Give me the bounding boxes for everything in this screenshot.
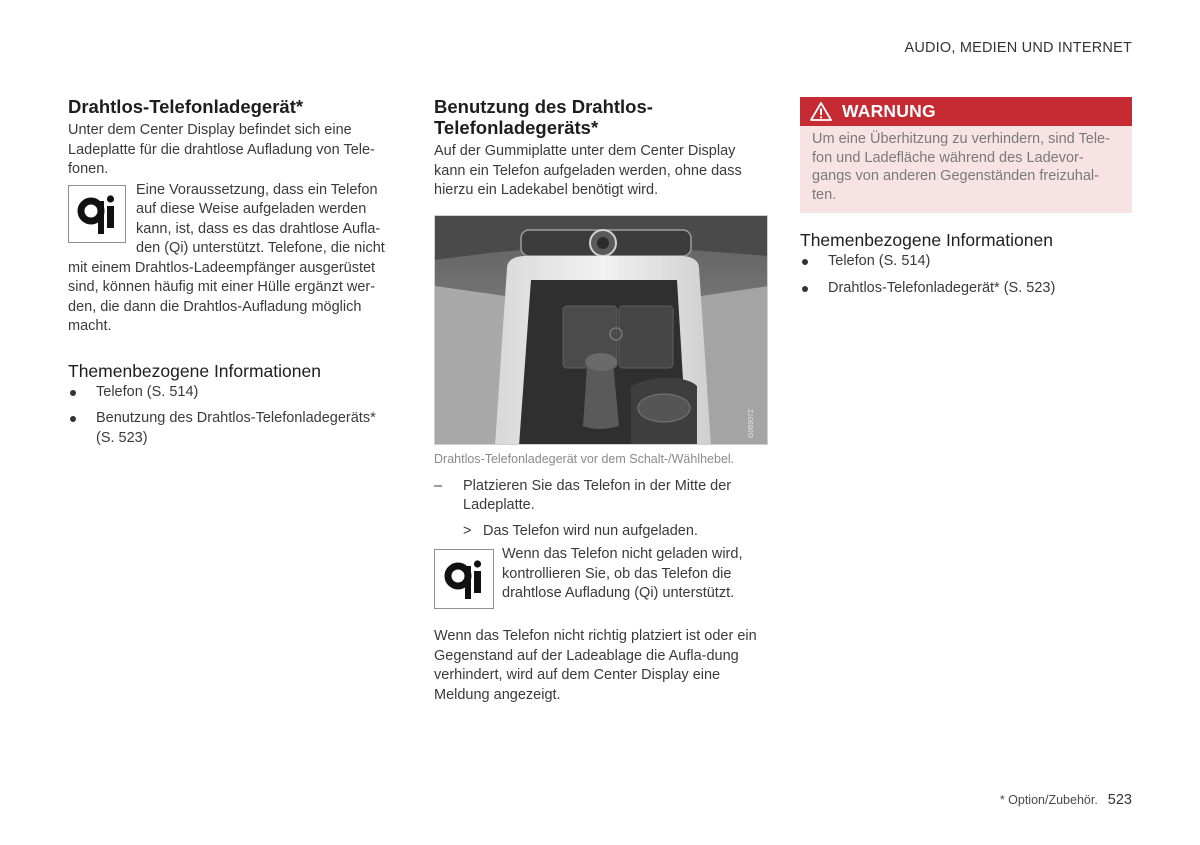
related-link[interactable]: Telefon (S. 514) xyxy=(68,383,398,403)
bullet xyxy=(68,383,96,403)
related-link[interactable]: Drahtlos-Telefonladegerät* (S. 523) xyxy=(800,279,1132,299)
qi-note xyxy=(434,545,769,609)
warning-title: WARNUNG xyxy=(842,101,936,121)
column-usage xyxy=(434,96,769,705)
photo-caption: Drahtlos-Telefonladegerät vor dem Schalt-/Wählhebel. xyxy=(434,451,735,466)
footer xyxy=(1000,792,1132,808)
related-link[interactable]: Telefon (S. 514) xyxy=(800,252,1132,272)
step-marker: – xyxy=(434,477,443,494)
bullet xyxy=(800,252,828,272)
qi-note-continued: mit einem Drahtlos-Ladeempfänger ausgerüstet sind, können häufig mit einer Hülle ergänzt wer-den, die dann die Drahtlos-Aufladung möglich macht. xyxy=(68,259,376,334)
qi-wireless-charging-icon xyxy=(77,192,117,236)
warning-text: Um eine Überhitzung zu verhindern, sind Tele-fon und Ladefläche während des Ladevor-gangs von anderen Gegenständen freizuhal-ten. xyxy=(800,126,1132,213)
warning-header xyxy=(800,97,1132,126)
qi-note xyxy=(68,181,398,259)
step-text: Platzieren Sie das Telefon in der Mitte der Ladeplatte. xyxy=(463,477,732,513)
section-title: Drahtlos-Telefonladegerät* xyxy=(68,96,304,117)
related-info-title: Themenbezogene Informationen xyxy=(800,230,1053,250)
footnote: * Option/Zubehör. xyxy=(999,793,1098,807)
center-console-illustration xyxy=(435,216,768,445)
instruction-step xyxy=(434,477,769,516)
result-text: Das Telefon wird nun aufgeladen. xyxy=(483,522,698,539)
related-info-list xyxy=(68,383,398,449)
page-number: 523 xyxy=(1107,792,1132,808)
charger-photo xyxy=(434,215,768,445)
section-title: Benutzung des Drahtlos-Telefonladegeräts* xyxy=(434,96,653,138)
qi-logo-box xyxy=(434,549,494,609)
step-result xyxy=(463,522,769,542)
bullet xyxy=(68,409,96,448)
related-info-list xyxy=(800,252,1132,298)
intro-paragraph: Unter dem Center Display befindet sich eine Ladeplatte für die drahtlose Aufladung von Tele-fonen. xyxy=(68,122,375,177)
related-link[interactable]: Benutzung des Drahtlos-Telefonladegeräts* (S. 523) xyxy=(68,409,398,448)
qi-note-text: Wenn das Telefon nicht geladen wird, kontrollieren Sie, ob das Telefon die drahtlose Aufladung (Qi) unterstützt. xyxy=(502,546,743,601)
warning-triangle-icon xyxy=(810,102,832,121)
image-code: G069072 xyxy=(748,408,755,438)
column-wireless-charger xyxy=(68,96,398,455)
bullet xyxy=(800,279,828,299)
qi-logo-box xyxy=(68,185,126,243)
qi-wireless-charging-icon xyxy=(444,557,484,601)
column-warning xyxy=(800,97,1132,305)
related-info-title: Themenbezogene Informationen xyxy=(68,360,321,381)
result-marker: > xyxy=(463,522,472,539)
qi-note-text: Eine Voraussetzung, dass ein Telefon auf diese Weise aufgeladen werden kann, ist, dass es das drahtlose Aufla-den (Qi) unterstützt. Telefone, die nicht xyxy=(136,181,385,256)
running-header: AUDIO, MEDIEN UND INTERNET xyxy=(904,40,1132,56)
intro-paragraph: Auf der Gummiplatte unter dem Center Display kann ein Telefon aufgeladen werden, ohne dass hierzu ein Ladekabel benötigt wird. xyxy=(434,143,742,198)
closing-paragraph: Wenn das Telefon nicht richtig platziert ist oder ein Gegenstand auf der Ladeablage die Aufla-dung verhindert, wird auf dem Center Display eine Meldung angezeigt. xyxy=(434,628,757,703)
